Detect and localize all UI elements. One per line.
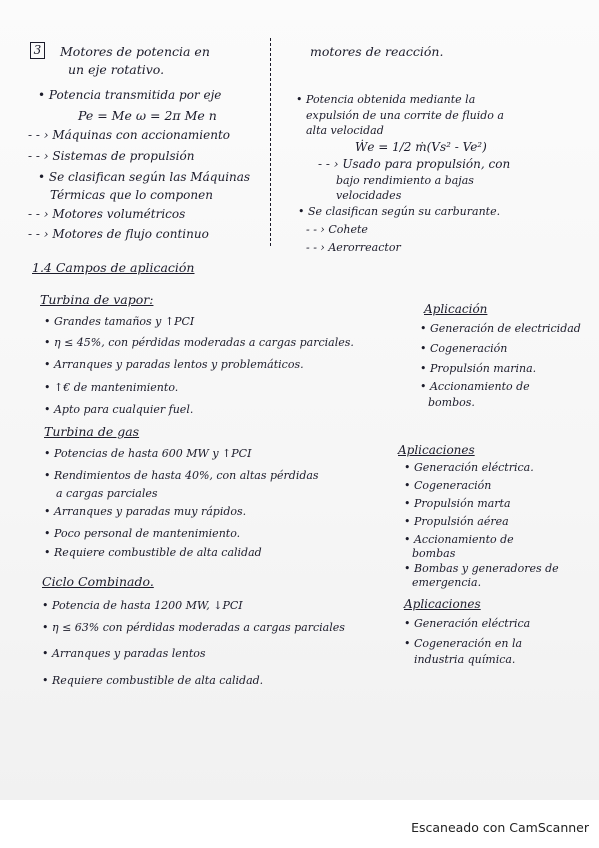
right-line-6: - - › Usado para propulsión, con <box>318 157 511 171</box>
left-line-2: un eje rotativo. <box>68 62 165 77</box>
tv-app-title: Aplicación <box>424 302 488 316</box>
right-line-7: bajo rendimiento a bajas <box>336 174 474 187</box>
scanner-watermark: Escaneado con CamScanner <box>411 820 589 835</box>
column-divider <box>270 38 271 246</box>
tv-item-3: • Arranques y paradas lentos y problemáticos. <box>44 358 304 371</box>
cc-item-4: • Requiere combustible de alta calidad. <box>42 674 264 687</box>
right-line-10: - - › Cohete <box>306 223 368 236</box>
tv-app-2: • Cogeneración <box>420 342 508 355</box>
left-line-10: - - › Motores de flujo continuo <box>28 227 209 241</box>
left-line-9: - - › Motores volumétricos <box>28 207 186 221</box>
tg-app-4: • Propulsión aérea <box>404 515 509 528</box>
right-line-9: • Se clasifican según su carburante. <box>298 205 501 218</box>
tg-item-2: • Rendimientos de hasta 40%, con altas pérdidas <box>44 469 319 482</box>
right-formula: Ẇe = 1/2 ṁ(Vs² - Ve²) <box>355 140 487 154</box>
cc-item-1: • Potencia de hasta 1200 MW, ↓PCI <box>42 599 243 612</box>
left-line-7: • Se clasifican según las Máquinas <box>38 170 251 184</box>
tg-item-1: • Potencias de hasta 600 MW y ↑PCI <box>44 447 252 460</box>
tg-app-3: • Propulsión marta <box>404 497 511 510</box>
tg-item-5: • Poco personal de mantenimiento. <box>44 527 241 540</box>
section-number-box: 3 <box>30 42 45 59</box>
tg-app-title: Aplicaciones <box>398 443 475 457</box>
tv-item-5: • Apto para cualquier fuel. <box>44 403 194 416</box>
tv-item-1: • Grandes tamaños y ↑PCI <box>44 315 195 328</box>
left-line-4: Pe = Me ω = 2π Me n <box>78 108 217 123</box>
right-line-8: velocidades <box>336 189 402 202</box>
tg-app-7: • Bombas y generadores de <box>404 562 559 575</box>
right-line-1: motores de reacción. <box>310 44 444 59</box>
tv-item-2: • η ≤ 45%, con pérdidas moderadas a cargas parciales. <box>44 336 354 349</box>
tv-app-4: • Accionamiento de <box>420 380 530 393</box>
left-line-1: Motores de potencia en <box>60 44 210 59</box>
turbina-vapor-title: Turbina de vapor: <box>40 292 154 307</box>
ciclo-combinado-title: Ciclo Combinado. <box>42 574 154 589</box>
tg-item-4: • Arranques y paradas muy rápidos. <box>44 505 247 518</box>
tv-item-4: • ↑€ de mantenimiento. <box>44 381 179 394</box>
turbina-gas-title: Turbina de gas <box>44 424 140 439</box>
cc-app-3: industria química. <box>414 653 516 666</box>
right-line-2: • Potencia obtenida mediante la <box>296 93 476 106</box>
cc-app-title: Aplicaciones <box>404 597 481 611</box>
tg-app-6: bombas <box>412 547 456 560</box>
right-line-4: alta velocidad <box>306 124 384 137</box>
tv-app-3: • Propulsión marina. <box>420 362 537 375</box>
tg-item-6: • Requiere combustible de alta calidad <box>44 546 262 559</box>
tv-app-1: • Generación de electricidad <box>420 322 581 335</box>
cc-item-3: • Arranques y paradas lentos <box>42 647 206 660</box>
left-line-8: Térmicas que lo componen <box>50 188 213 202</box>
tv-app-5: bombos. <box>428 396 475 409</box>
left-line-6: - - › Sistemas de propulsión <box>28 149 195 163</box>
tg-app-1: • Generación eléctrica. <box>404 461 534 474</box>
tg-app-5: • Accionamiento de <box>404 533 514 546</box>
tg-app-2: • Cogeneración <box>404 479 492 492</box>
tg-item-3: a cargas parciales <box>56 487 158 500</box>
right-line-11: - - › Aerorreactor <box>306 241 401 254</box>
left-line-3: • Potencia transmitida por eje <box>38 88 222 102</box>
cc-app-2: • Cogeneración en la <box>404 637 523 650</box>
cc-item-2: • η ≤ 63% con pérdidas moderadas a cargas parciales <box>42 621 345 634</box>
cc-app-1: • Generación eléctrica <box>404 617 531 630</box>
tg-app-8: emergencia. <box>412 576 482 589</box>
left-line-5: - - › Máquinas con accionamiento <box>28 128 231 142</box>
right-line-3: expulsión de una corrite de fluido a <box>306 109 504 122</box>
section-title: 1.4 Campos de aplicación <box>32 260 195 275</box>
